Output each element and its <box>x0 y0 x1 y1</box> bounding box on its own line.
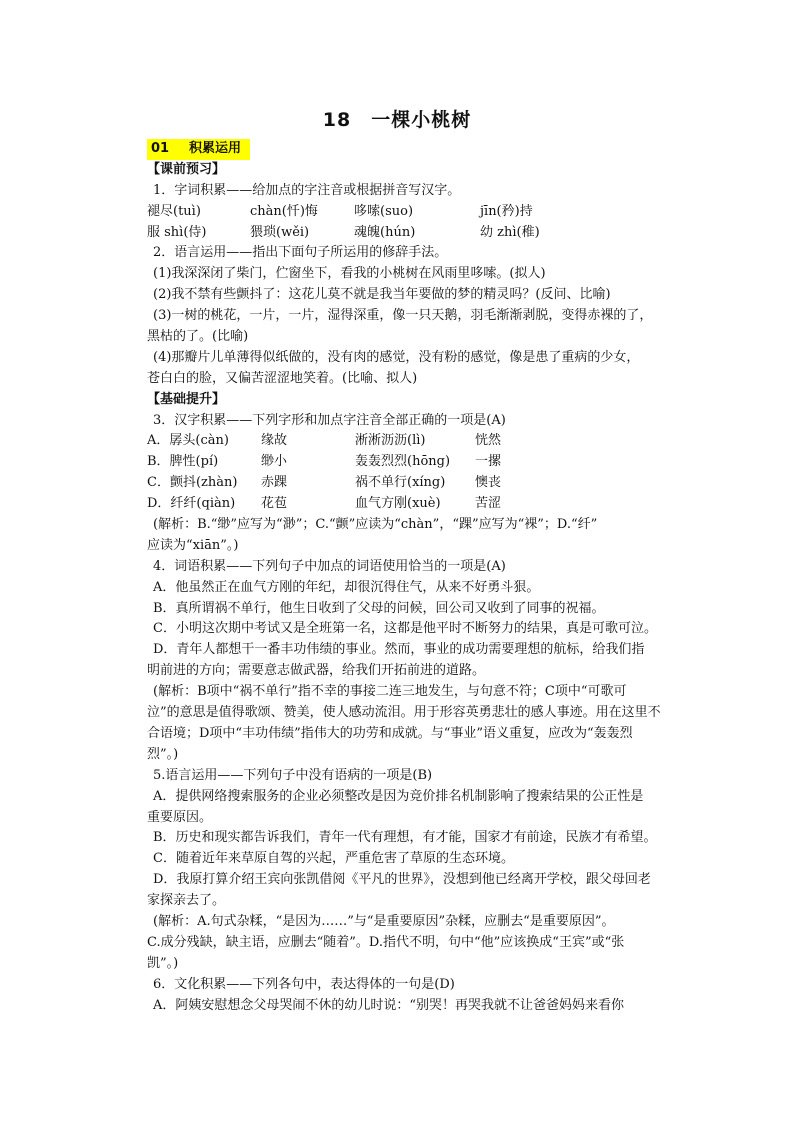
subsection-heading: 【课前预习】 <box>147 161 226 177</box>
option-row <box>147 202 677 223</box>
option-cell: 缈小 <box>261 454 288 470</box>
option-cell: 恍然 <box>475 433 502 449</box>
question-stem: 1．字词积累——给加点的字注音或根据拼音写汉字。 <box>153 182 461 198</box>
option-cell: 猥琐(wěi) <box>250 224 310 240</box>
option-cell: D．纤纤(qiàn) <box>147 496 236 512</box>
question-stem: 2．语言运用——指出下面句子所运用的修辞手法。 <box>153 245 448 261</box>
exercise-content <box>147 139 677 1016</box>
text-line: B．真所谓祸不单行，他生日收到了父母的问候，回公司又收到了同事的祝福。 <box>153 600 605 616</box>
text-line: A．阿姨安慰想念父母哭闹不休的幼儿时说：“别哭！再哭我就不让爸爸妈妈来看你 <box>153 997 625 1013</box>
text-line: (1)我深深闭了柴门，伫窗坐下，看我的小桃树在风雨里哆嗦。(拟人) <box>153 266 546 282</box>
text-line: C.成分残缺，缺主语，应删去“随着”。D.指代不明，句中“他”应该换成“王宾”或“张 <box>147 934 625 950</box>
text-line: (3)一树的桃花，一片，一片，湿得深重，像一只天鹅，羽毛渐渐剥脱，变得赤裸的了， <box>153 308 653 324</box>
option-cell: A．孱头(càn) <box>147 433 229 449</box>
text-line: 凯”。) <box>147 955 179 971</box>
text-line: D．我原打算介绍王宾向张凯借阅《平凡的世界》，没想到他已经离开学校，跟父母回老 <box>153 872 651 888</box>
option-cell: 血气方刚(xuè) <box>355 496 441 512</box>
question-stem: 5.语言运用——下列句子中没有语病的一项是(B) <box>153 767 433 783</box>
option-cell: 魂魄(hún) <box>354 224 416 240</box>
subsection-heading: 【基础提升】 <box>147 391 226 407</box>
text-line: (解析：B.“缈”应写为“渺”；C.“颤”应读为“chàn”，“踝”应写为“裸”；D.“纤” <box>153 517 598 533</box>
text-line: (解析：A.句式杂糅，“是因为……”与“是重要原因”杂糅，应删去“是重要原因”。 <box>153 913 615 929</box>
section-badge <box>147 139 250 160</box>
option-cell: 赤踝 <box>261 475 288 491</box>
text-line: D．青年人都想干一番丰功伟绩的事业。然而，事业的成功需要理想的航标，给我们指 <box>153 642 645 658</box>
option-cell: 一摞 <box>475 454 502 470</box>
option-cell: 幼 zhì(稚) <box>480 224 540 240</box>
option-cell: C．颤抖(zhàn) <box>147 475 238 491</box>
option-row <box>147 431 677 452</box>
text-line: (2)我不禁有些颤抖了：这花儿莫不就是我当年要做的梦的精灵吗？(反问、比喻) <box>153 287 611 303</box>
option-row <box>147 452 677 473</box>
text-line: 黑枯的了。(比喻) <box>147 329 249 345</box>
option-cell: 缘故 <box>261 433 288 449</box>
option-cell: 苦涩 <box>475 496 502 512</box>
section-number: 01 <box>151 141 170 156</box>
text-line: B．历史和现实都告诉我们，青年一代有理想，有才能，国家才有前途，民族才有希望。 <box>153 830 657 846</box>
option-cell: jīn(矜)持 <box>480 203 533 219</box>
text-line: 明前进的方向；需要意志做武器，给我们开拓前进的道路。 <box>147 663 486 679</box>
option-cell: B．脾性(pí) <box>147 454 219 470</box>
text-line: (4)那瓣片儿单薄得似纸做的，没有肉的感觉，没有粉的感觉，像是患了重病的少女， <box>153 349 640 365</box>
question-stem: 6．文化积累——下列各句中，表达得体的一句是(D) <box>153 976 455 992</box>
option-cell: 懊丧 <box>475 475 502 491</box>
text-line: 烈”。) <box>147 746 179 762</box>
section-header <box>147 139 677 160</box>
option-cell: 褪尽(tuì) <box>147 203 201 219</box>
text-line: A．他虽然正在血气方刚的年纪，却很沉得住气，从来不好勇斗狠。 <box>153 579 540 595</box>
text-line: 合语境；D项中“丰功伟绩”指伟大的功劳和成就。与“事业”语义重复，应改为“轰轰烈 <box>147 725 633 741</box>
option-cell: chàn(忏)悔 <box>250 203 318 219</box>
text-line: 重要原因。 <box>147 809 213 825</box>
text-line: 家探亲去了。 <box>147 893 226 909</box>
page-title: 18 一棵小桃树 <box>322 109 472 131</box>
option-row <box>147 494 677 515</box>
option-cell: 祸不单行(xíng) <box>355 475 446 491</box>
text-line: (解析：B项中“祸不单行”指不幸的事接二连三地发生，与句意不符；C项中“可歌可 <box>153 684 627 700</box>
text-line: 苍白白的脸，又偏苦涩涩地笑着。(比喻、拟人) <box>147 370 418 386</box>
option-cell: 花苞 <box>261 496 288 512</box>
option-row <box>147 223 677 244</box>
option-cell: 哆嗦(suo) <box>354 203 414 219</box>
text-line: C．随着近年来草原自驾的兴起，严重危害了草原的生态环境。 <box>153 851 514 867</box>
option-cell: 轰轰烈烈(hōng) <box>355 454 451 470</box>
option-cell: 服 shì(侍) <box>147 224 207 240</box>
text-line: 应读为“xiān”。) <box>147 537 239 553</box>
text-line: A．提供网络搜索服务的企业必须整改是因为竞价排名机制影响了搜索结果的公正性是 <box>153 788 644 804</box>
question-stem: 3．汉字积累——下列字形和加点字注音全部正确的一项是(A) <box>153 412 506 428</box>
question-stem: 4．词语积累——下列句子中加点的词语使用恰当的一项是(A) <box>153 558 506 574</box>
text-line: 泣”的意思是值得歌颂、赞美，使人感动流泪。用于形容英勇悲壮的感人事迹。用在这里不 <box>147 705 661 721</box>
text-line: C．小明这次期中考试又是全班第一名，这都是他平时不断努力的结果，真是可歌可泣。 <box>153 621 657 637</box>
option-row <box>147 473 677 494</box>
section-label: 积累运用 <box>189 141 242 156</box>
option-cell: 淅淅沥沥(lì) <box>355 433 426 449</box>
